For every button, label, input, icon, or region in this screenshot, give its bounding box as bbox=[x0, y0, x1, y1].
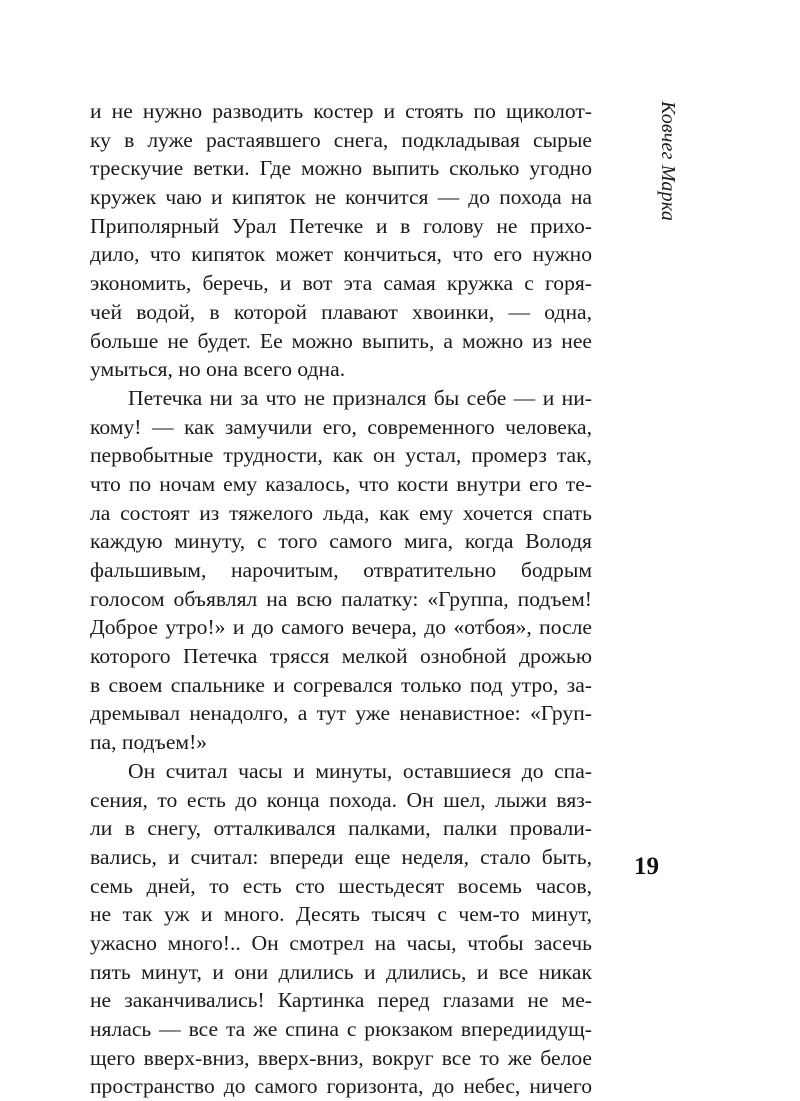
text-line: щего вверх-вниз, вверх-вниз, вокруг все то же белое bbox=[90, 1045, 592, 1070]
text-line: ла состоят из тяжелого льда, как ему хочется спать bbox=[90, 500, 592, 525]
text-line: Петечка ни за что не признался бы себе — и ни- bbox=[128, 385, 592, 410]
text-line: Он считал часы и минуты, оставшиеся до спа- bbox=[128, 758, 592, 783]
text-line: экономить, беречь, и вот эта самая кружка с горя- bbox=[90, 271, 592, 296]
text-line: не заканчивались! Картинка перед глазами не ме- bbox=[90, 988, 592, 1013]
text-line: кому! — как замучили его, современного человека, bbox=[90, 414, 592, 439]
text-line: нялась — все та же спина с рюкзаком впередиидущ- bbox=[90, 1017, 592, 1041]
text-line: умыться, но она всего одна. bbox=[90, 357, 346, 382]
text-line: вались, и считал: впереди еще неделя, стало быть, bbox=[90, 844, 592, 869]
text-line: ку в луже растаявшего снега, подкладывая сырые bbox=[90, 127, 592, 152]
text-line: трескучие ветки. Где можно выпить сколько угодно bbox=[90, 156, 592, 181]
text-line: чей водой, в которой плавают хвоинки, — одна, bbox=[90, 299, 592, 324]
text-line: сения, то есть до конца похода. Он шел, лыжи вяз- bbox=[90, 787, 592, 812]
text-line: па, подъем!» bbox=[90, 730, 208, 755]
text-line: Доброе утро!» и до самого вечера, до «отбоя», после bbox=[90, 615, 592, 640]
text-line: которого Петечка трясся мелкой ознобной дрожью bbox=[90, 644, 592, 669]
text-line: что по ночам ему казалось, что кости внутри его те- bbox=[90, 471, 592, 496]
text-line: не так уж и много. Десять тысяч с чем-то минут, bbox=[90, 902, 592, 927]
text-line: семь дней, то есть сто шестьдесят восемь часов, bbox=[90, 873, 592, 898]
text-line: пространство до самого горизонта, до небес, ничего bbox=[90, 1074, 592, 1099]
text-line: фальшивым, нарочитым, отвратительно бодрым bbox=[90, 558, 592, 582]
text-line: ужасно много!.. Он смотрел на часы, чтобы засечь bbox=[90, 930, 592, 955]
text-line: дремывал ненадолго, а тут уже ненавистное: «Груп- bbox=[90, 701, 592, 726]
text-line: дило, что кипяток может кончиться, что его нужно bbox=[90, 242, 592, 267]
running-head: Ковчег Марка bbox=[657, 101, 679, 222]
text-line: пять минут, и они длились и длились, и все никак bbox=[90, 959, 592, 984]
text-line: Приполярный Урал Петечке и в голову не прихо- bbox=[90, 213, 592, 238]
text-line: кружек чаю и кипяток не кончится — до похода на bbox=[90, 185, 592, 210]
text-line: больше не будет. Ее можно выпить, а можно из нее bbox=[90, 328, 592, 353]
page-number: 19 bbox=[634, 853, 659, 880]
body-text bbox=[90, 97, 592, 1101]
text-line: каждую минуту, с того самого мига, когда Володя bbox=[90, 529, 592, 554]
text-line: первобытные трудности, как он устал, промерз так, bbox=[90, 443, 592, 468]
text-line: голосом объявлял на всю палатку: «Группа, подъем! bbox=[90, 586, 592, 611]
text-line: и не нужно разводить костер и стоять по щиколот- bbox=[90, 99, 592, 123]
text-line: в своем спальнике и согревался только под утро, за- bbox=[90, 672, 592, 697]
text-line: ли в снегу, отталкивался палками, палки провали- bbox=[90, 816, 592, 841]
